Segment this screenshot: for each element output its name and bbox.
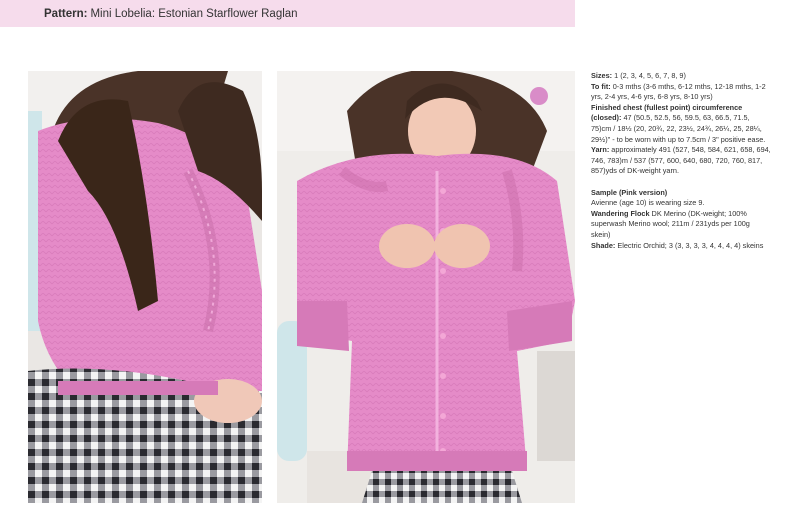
spec-shade-label: Shade: (591, 240, 616, 250)
spec-chest (591, 103, 771, 145)
pattern-label: Pattern: (44, 7, 88, 20)
front-view-illustration (277, 71, 575, 503)
spec-shade-value: Electric Orchid; 3 (3, 3, 3, 3, 4, 4, 4, 4) skeins (617, 240, 764, 250)
spec-chest-value: 47 (50.5, 52.5, 56, 59.5, 63, 66.5, 71.5, 75)cm / 18½ (20, 20¾, 22, 23½, 24¾, 26¼, 25, 28¼, 29½)" - to be worn with up to 7.5cm / 3" positive ease. (591, 113, 766, 144)
spec-brand-label: Wandering Flock (591, 208, 650, 218)
spec-brand (591, 209, 771, 241)
photo-front-view (277, 71, 575, 503)
spec-yarn (591, 145, 771, 177)
spec-yarn-value: approximately 491 (527, 548, 584, 621, 658, 694, 746, 783)m / 537 (577, 600, 640, 680, 720, 760, 817, 857)yds of DK-weight yarn. (591, 145, 771, 176)
photo-side-view (28, 71, 262, 503)
spec-sizes-value: 1 (2, 3, 4, 5, 6, 7, 8, 9) (614, 71, 686, 80)
spec-sample-label: Sample (Pink version) (591, 187, 668, 197)
pattern-header (0, 0, 575, 27)
pattern-title: Mini Lobelia: Estonian Starflower Raglan (90, 7, 298, 20)
spec-fit-label: To fit: (591, 81, 611, 91)
spec-sizes-label: Sizes: (591, 71, 613, 80)
spec-shade (591, 241, 771, 252)
pattern-specs (591, 71, 771, 251)
spec-sizes (591, 71, 771, 82)
spec-fit (591, 82, 771, 103)
side-view-illustration (28, 71, 262, 503)
spec-yarn-label: Yarn: (591, 145, 610, 155)
spec-fit-value: 0-3 mths (3-6 mths, 6-12 mths, 12-18 mths, 1-2 yrs, 2-4 yrs, 4-6 yrs, 6-8 yrs, 8-10 yrs) (591, 81, 766, 102)
spec-sample-model: Avienne (age 10) is wearing size 9. (591, 198, 705, 208)
spec-sample (591, 188, 771, 199)
spec-brand-value: DK Merino (DK-weight; 100% superwash Merino wool; 211m / 231yds per 100g skein) (591, 208, 750, 239)
spec-chest-label: Finished chest (fullest point) circumference (closed): (591, 102, 743, 123)
